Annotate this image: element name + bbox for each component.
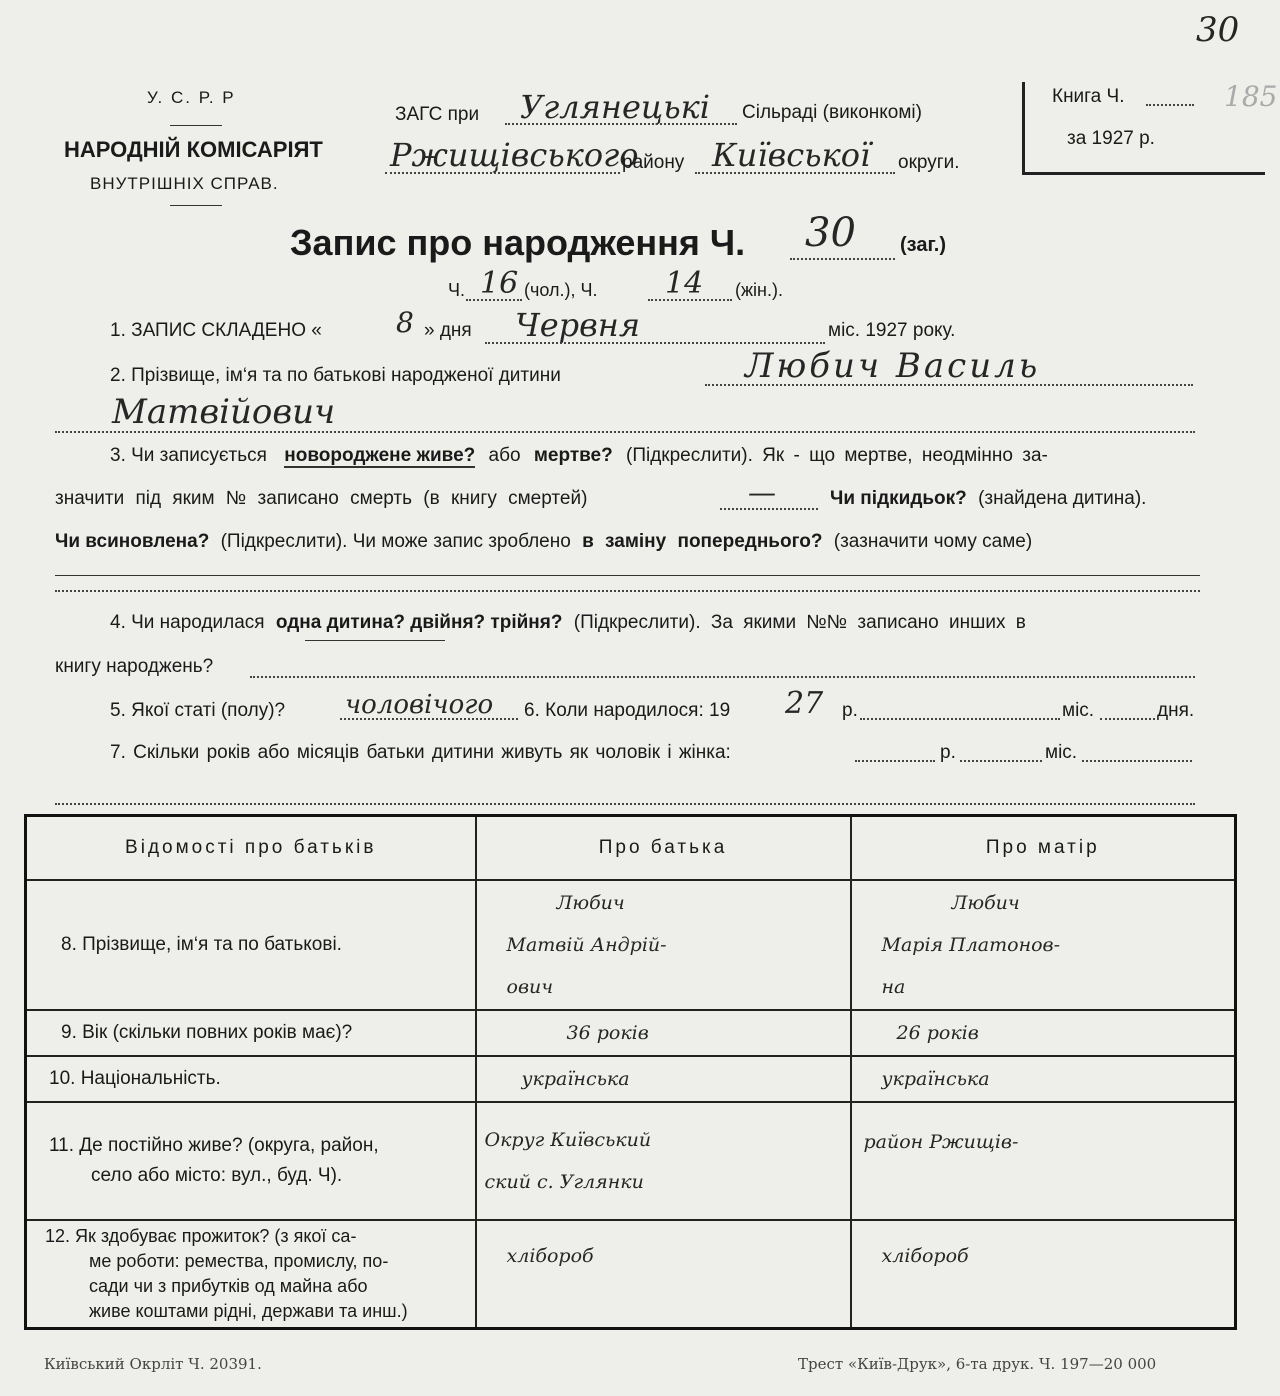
- item5-sex: чоловічого: [345, 690, 494, 720]
- row11-father-line1: Округ Київський: [484, 1129, 652, 1151]
- item4-l1c: (Підкреслити). За якими №№ записано инших в: [573, 612, 1026, 633]
- row9-mother: 26 років: [851, 1010, 1236, 1056]
- stamp-number: 185: [1224, 80, 1278, 113]
- row8-father: [476, 880, 851, 1010]
- row11-label-line1: 11. Де постійно живе? (округа, район,: [49, 1135, 379, 1156]
- header-info: Відомості про батьків: [26, 816, 476, 881]
- item6-r-dots: [860, 718, 1060, 720]
- item4-l1b: одна дитина? двійня? трійня?: [275, 612, 563, 633]
- dept-label: ВНУТРІШНІХ СПРАВ.: [90, 174, 279, 193]
- row10-label: 10. Національність.: [26, 1056, 476, 1102]
- item3-death-ref: —: [748, 476, 776, 509]
- table-header-row: [26, 816, 1236, 881]
- parents-table: [24, 814, 1237, 1330]
- row11-father-line2: ский с. Углянки: [484, 1171, 644, 1193]
- okrug-value: Київської: [712, 136, 871, 174]
- item3-l1d: мертве?: [533, 445, 613, 466]
- item3-answer-line: [55, 575, 1200, 576]
- item4-underline: [305, 640, 445, 641]
- row12-label: [26, 1220, 476, 1328]
- item5-sex-line: [340, 718, 518, 720]
- item7-r: р.: [940, 742, 956, 763]
- zags-prefix: ЗАГС при: [395, 104, 480, 125]
- row8-mother-line2: Марія Платонов-: [881, 934, 1061, 956]
- footer-left: Київський Окрліт Ч. 20391.: [44, 1355, 262, 1373]
- table-row: [26, 880, 1236, 1010]
- item3-l1b: новороджене живе?: [284, 445, 476, 466]
- page-number: 30: [1196, 10, 1240, 50]
- item3-l2a: значити під яким № записано смерть (в книгу смертей): [55, 488, 588, 509]
- male-count: 16: [480, 266, 519, 301]
- zags-village: Углянецькі: [520, 88, 710, 126]
- item3-l3b: (Підкреслити). Чи може запис зроблено: [220, 531, 571, 552]
- table-row: [26, 1220, 1236, 1328]
- item3-l2c: (знайдена дитина).: [978, 488, 1147, 509]
- item4-line2: книгу народжень?: [55, 656, 214, 677]
- child-patronymic: Матвійович: [112, 392, 336, 432]
- row8-father-line3: ович: [506, 976, 554, 998]
- book-year: за 1927 р.: [1067, 128, 1155, 149]
- page-title: Запис про народження Ч.: [290, 222, 746, 263]
- item6-dnya: дня.: [1157, 700, 1195, 721]
- okrug-label: округи.: [898, 152, 960, 173]
- item3-l3d: (зазначити чому саме): [833, 531, 1033, 552]
- zags-suffix: Сільраді (виконкомі): [742, 102, 922, 123]
- item3-l1a: 3. Чи записується: [110, 445, 267, 466]
- item7-label: 7. Скільки років або місяців батьки дитини живуть як чоловік і жінка:: [110, 742, 731, 763]
- item1-month-line: [485, 342, 825, 344]
- item7-line2: [55, 803, 1195, 805]
- table-row: [26, 1102, 1236, 1220]
- child-patronymic-line: [55, 431, 1195, 433]
- row11-label-line2: село або місто: вул., буд. Ч).: [91, 1165, 343, 1186]
- item3-line2-right: [830, 488, 1146, 510]
- child-name-line: [705, 384, 1193, 386]
- item4-l1a: 4. Чи народилася: [110, 612, 265, 633]
- header-father: Про батька: [476, 816, 851, 881]
- zags-village-line: [505, 123, 737, 125]
- item7-mis-end-dots: [1082, 760, 1192, 762]
- okrug-line: [695, 172, 895, 174]
- row10-father: українська: [476, 1056, 851, 1102]
- dept-divider: [170, 205, 222, 206]
- item6-label: 6. Коли народилося: 19: [524, 700, 731, 721]
- row12-label-line4: живе коштами рідні, держави та инш.): [89, 1300, 408, 1321]
- row11-label: [26, 1102, 476, 1220]
- item3-l3a: Чи всиновлена?: [55, 531, 210, 552]
- ussr-label: У. С. Р. Р: [147, 88, 236, 107]
- district-label: району: [622, 152, 685, 173]
- row9-label: 9. Вік (скільки повних років має)?: [26, 1010, 476, 1056]
- row12-label-line2: ме роботи: ремества, промислу, по-: [89, 1250, 389, 1271]
- item1-month: Червня: [515, 306, 641, 344]
- item5-label: 5. Якої статі (полу)?: [110, 700, 286, 721]
- item3-line2: [55, 488, 587, 510]
- item1-suffix: міс. 1927 року.: [828, 320, 956, 341]
- header-mother: Про матір: [851, 816, 1236, 881]
- row12-father: хлібороб: [476, 1220, 851, 1328]
- item1-prefix: 1. ЗАПИС СКЛАДЕНО «: [110, 320, 322, 341]
- item3-l1e: (Підкреслити). Як - що мертве, неодмінно за-: [626, 445, 1048, 466]
- footer-right: Трест «Київ-Друк», 6-та друк. Ч. 197—20 000: [798, 1355, 1157, 1373]
- female-count: 14: [665, 266, 704, 301]
- ministry-divider: [170, 125, 222, 126]
- item3-line3: [55, 531, 1032, 553]
- row11-father: [476, 1102, 851, 1220]
- title-number-line: [790, 258, 895, 260]
- row11-mother: район Ржищів-: [851, 1102, 1236, 1220]
- item6-mis-dots: [1100, 718, 1155, 720]
- item3-death-line: [720, 508, 818, 510]
- item1-day: 8: [396, 306, 414, 339]
- item3-answer-dots: [55, 590, 1200, 592]
- row12-mother: хлібороб: [851, 1220, 1236, 1328]
- row12-label-line3: сади чи з прибутків од майна або: [89, 1275, 368, 1296]
- book-line: [1146, 104, 1194, 106]
- district-value: Ржищівського: [390, 136, 639, 174]
- district-line: [385, 172, 620, 174]
- item4-line1: [110, 612, 1026, 634]
- row8-father-line2: Матвій Андрій-: [506, 934, 667, 956]
- row8-mother: [851, 880, 1236, 1010]
- child-name: Любич Василь: [745, 346, 1041, 386]
- book-label: Книга Ч.: [1052, 86, 1125, 107]
- item3-l1c: або: [488, 445, 521, 466]
- item7-mis: міс.: [1045, 742, 1078, 763]
- row9-father: 36 років: [476, 1010, 851, 1056]
- item3-line1: [110, 445, 1190, 467]
- title-number: 30: [805, 210, 856, 256]
- row12-label-line1: 12. Як здобуває прожиток? (з якої са-: [45, 1225, 357, 1246]
- male-label: (чол.), Ч.: [524, 280, 598, 300]
- row8-mother-line3: на: [881, 976, 906, 998]
- male-count-line: [466, 299, 522, 301]
- item6-r: р.: [842, 700, 858, 721]
- row8-label: 8. Прізвище, ім‘я та по батькові.: [26, 880, 476, 1010]
- item7-mis-dots: [960, 760, 1042, 762]
- item1-mid: » дня: [424, 320, 472, 341]
- title-suffix: (заг.): [900, 234, 947, 256]
- table-row: [26, 1056, 1236, 1102]
- item6-year: 27: [785, 686, 824, 721]
- female-label: (жін.).: [735, 280, 783, 300]
- item6-mis: міс.: [1062, 700, 1095, 721]
- ministry-label: НАРОДНІЙ КОМІСАРІЯТ: [64, 137, 323, 162]
- item7-r-dots: [855, 760, 935, 762]
- row10-mother: українська: [851, 1056, 1236, 1102]
- table-row: [26, 1010, 1236, 1056]
- female-count-line: [648, 299, 732, 301]
- row8-father-line1: Любич: [556, 892, 625, 914]
- item2-label: 2. Прізвище, ім‘я та по батькові народженої дитини: [110, 365, 561, 386]
- item3-l3c: в заміну попереднього?: [582, 531, 823, 552]
- item4-line2-dots: [250, 676, 1195, 678]
- item3-l2b: Чи підкидьок?: [830, 488, 967, 509]
- row8-mother-line1: Любич: [951, 892, 1020, 914]
- subtitle-ch: Ч.: [448, 280, 465, 300]
